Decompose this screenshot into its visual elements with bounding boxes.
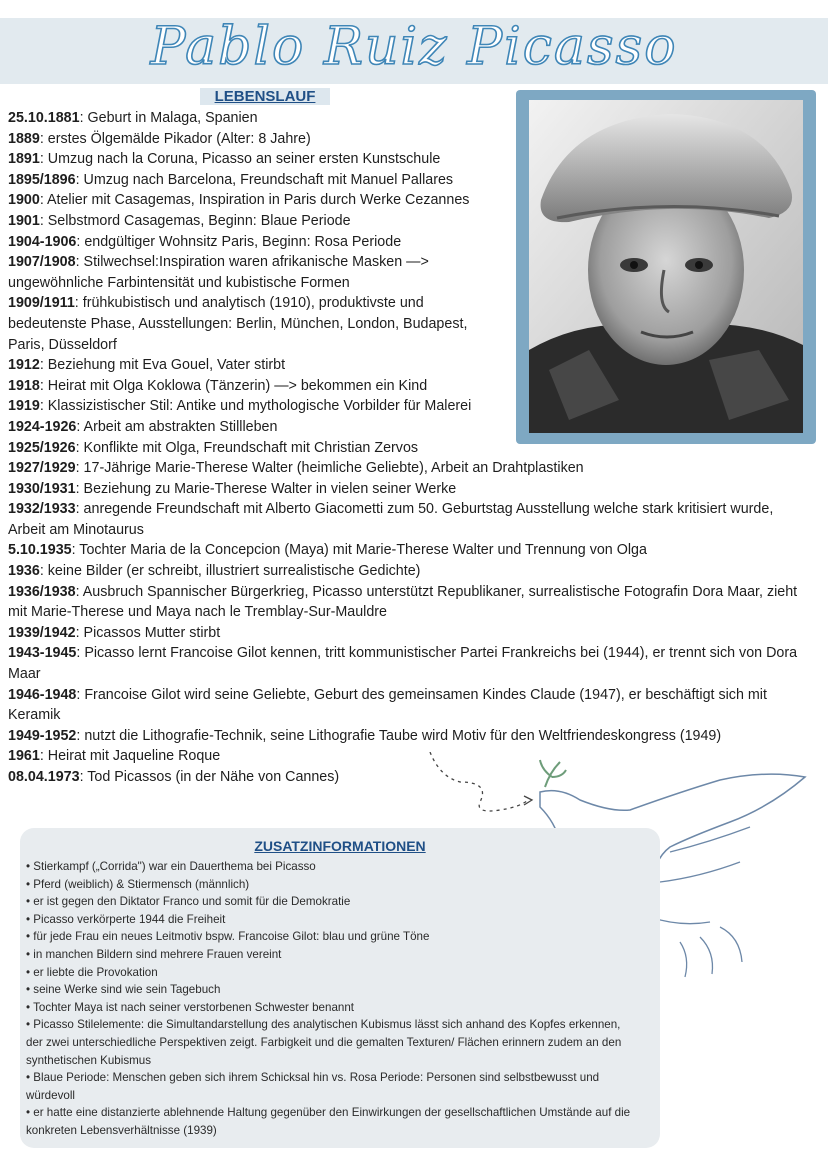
timeline-date: 1936	[8, 563, 40, 580]
zusatz-item: • er ist gegen den Diktator Franco und somit für die Demokratie	[26, 895, 351, 909]
timeline-date: 1907/1908	[8, 254, 76, 271]
timeline-entry	[8, 129, 503, 150]
timeline-text: : Selbstmord Casagemas, Beginn: Blaue Periode	[39, 212, 351, 229]
timeline-entry	[8, 252, 503, 293]
timeline-date: 25.10.1881	[8, 110, 80, 126]
zusatz-item: • Picasso Stilelemente: die Simultandarstellung des analytischen Kubismus lässt sich anhand des Kopfes erkennen, der zwei unterschiedliche Perspektiven zeigt. Farbigkeit und die gemalten Texturen/ Flächen erinnern zudem an den synthetischen Kubismus	[26, 1018, 622, 1067]
timeline-entry	[8, 685, 808, 726]
timeline-text: : Ausbruch Spannischer Bürgerkrieg, Picasso unterstützt Republikaner, surrealistische Fotografin Dora Maar, zieht mit Marie-Therese und Maya nach le Tremblay-Sur-Mauldre	[8, 583, 798, 621]
timeline-date: 1891	[8, 151, 40, 168]
timeline-date: 1889	[8, 130, 40, 147]
timeline-entry	[8, 190, 503, 211]
timeline-text: : Umzug nach la Coruna, Picasso an seiner ersten Kunstschule	[39, 151, 441, 168]
timeline-text: : keine Bilder (er schreibt, illustriert surrealistische Gedichte)	[39, 563, 421, 580]
timeline-date: 1943-1945	[8, 645, 77, 662]
timeline-date: 1925/1926	[8, 439, 76, 456]
timeline-entry	[8, 293, 503, 355]
timeline-date: 1946-1948	[8, 686, 77, 703]
timeline-entry	[8, 417, 503, 438]
page-title: Pablo Ruiz Picasso	[150, 17, 678, 77]
timeline-date: 1924-1926	[8, 418, 77, 435]
timeline-text: : erstes Ölgemälde Pikador (Alter: 8 Jahre)	[39, 130, 311, 147]
timeline-date: 1927/1929	[8, 460, 76, 477]
timeline-entry	[8, 149, 503, 170]
timeline-entry	[8, 108, 503, 129]
timeline-entry	[8, 355, 503, 376]
timeline-date: 1918	[8, 377, 40, 394]
timeline-date: 1932/1933	[8, 501, 76, 518]
timeline-entry	[8, 540, 808, 561]
timeline-date: 1901	[8, 212, 40, 229]
timeline-date: 1919	[8, 398, 40, 415]
portrait-frame	[516, 90, 816, 444]
timeline-entry	[8, 376, 503, 397]
zusatz-item: • in manchen Bildern sind mehrere Frauen vereint	[26, 947, 282, 961]
timeline-date: 1936/1938	[8, 583, 76, 600]
timeline-date: 1930/1931	[8, 480, 76, 497]
zusatz-item: • Picasso verkörperte 1944 die Freiheit	[26, 912, 226, 926]
zusatz-item: • Pferd (weiblich) & Stiermensch (männlich)	[26, 877, 250, 891]
timeline-entry	[8, 170, 503, 191]
timeline-text: : endgültiger Wohnsitz Paris, Beginn: Rosa Periode	[76, 233, 402, 250]
timeline-text: : Tochter Maria de la Concepcion (Maya) mit Marie-Therese Walter und Trennung von Olga	[71, 542, 647, 559]
timeline-entry	[8, 232, 503, 253]
timeline-text: : frühkubistisch und analytisch (1910), produktivste und bedeutenste Phase, Ausstellungen: Berlin, München, London, Budapest, Paris, Düsseldorf	[8, 295, 468, 353]
timeline-text: : Geburt in Malaga, Spanien	[79, 110, 258, 126]
timeline-text: : Picassos Mutter stirbt	[75, 624, 221, 641]
timeline-text: : Arbeit am abstrakten Stillleben	[76, 418, 278, 435]
portrait-illustration	[529, 100, 803, 433]
timeline-text: : Beziehung mit Eva Gouel, Vater stirbt	[39, 357, 286, 374]
timeline-text: : Atelier mit Casagemas, Inspiration in Paris durch Werke Cezannes	[39, 192, 470, 209]
zusatz-item: • für jede Frau ein neues Leitmotiv bspw. Francoise Gilot: blau und grüne Töne	[26, 930, 430, 944]
zusatz-item: • er hatte eine distanzierte ablehnende Haltung gegenüber den Einwirkungen der gesellschaftlichen Umstände auf die konkreten Lebensverhältnisse (1939)	[26, 1106, 631, 1137]
timeline-entry	[8, 643, 808, 684]
timeline-text: : Klassizistischer Stil: Antike und mythologische Vorbilder für Malerei	[39, 398, 472, 415]
timeline-date: 1904-1906	[8, 233, 77, 250]
lebenslauf-heading: LEBENSLAUF	[200, 88, 330, 105]
timeline-date: 1961	[8, 748, 40, 765]
timeline-text: : Stilwechsel:Inspiration waren afrikanische Masken —> ungewöhnliche Farbintensität und kubistische Formen	[8, 254, 429, 291]
timeline-text: : anregende Freundschaft mit Alberto Giacometti zum 50. Geburtstag Ausstellung welche stark kritisiert wurde, Arbeit am Minotaurus	[8, 501, 774, 538]
timeline-entry	[8, 479, 808, 500]
timeline-entry	[8, 623, 808, 644]
timeline-text: : Tod Picassos (in der Nähe von Cannes)	[79, 769, 340, 785]
timeline-text: : 17-Jährige Marie-Therese Walter (heimliche Geliebte), Arbeit an Drahtplastiken	[75, 460, 584, 477]
zusatz-item: • Blaue Periode: Menschen geben sich ihrem Schicksal hin vs. Rosa Periode: Personen sind selbstbewusst und würdevoll	[26, 1071, 600, 1102]
zusatz-item: • er liebte die Provokation	[26, 965, 158, 979]
timeline-text: : Heirat mit Olga Koklowa (Tänzerin) —> bekommen ein Kind	[39, 377, 428, 394]
zusatz-item: • Stierkampf („Corrida") war ein Dauerthema bei Picasso	[26, 860, 316, 873]
timeline-date: 08.04.1973	[8, 769, 80, 785]
timeline-date: 1939/1942	[8, 624, 76, 641]
timeline-text: : Umzug nach Barcelona, Freundschaft mit Manuel Pallares	[75, 171, 454, 188]
timeline-date: 1949-1952	[8, 727, 77, 744]
timeline-entry	[8, 582, 808, 623]
zusatz-list	[26, 858, 636, 1140]
timeline-text: : Beziehung zu Marie-Therese Walter in vielen seiner Werke	[75, 480, 457, 497]
zusatz-item: • seine Werke sind wie sein Tagebuch	[26, 983, 221, 997]
timeline-text: : Heirat mit Jaqueline Roque	[39, 748, 221, 765]
zusatz-heading: ZUSATZINFORMATIONEN	[254, 838, 426, 854]
timeline-entry	[8, 458, 808, 479]
timeline-entry	[8, 561, 808, 582]
timeline-entry	[8, 211, 503, 232]
zusatz-item: • Tochter Maya ist nach seiner verstorbenen Schwester benannt	[26, 1000, 355, 1014]
timeline-date: 1900	[8, 192, 40, 209]
timeline-text: : Francoise Gilot wird seine Geliebte, Geburt des gemeinsamen Kindes Claude (1947), er beschäftigt sich mit Keramik	[8, 686, 767, 724]
portrait-photo	[529, 100, 803, 433]
timeline-entry	[8, 499, 808, 540]
timeline-entry	[8, 726, 808, 747]
timeline-entry	[8, 396, 503, 417]
timeline-text: : Konflikte mit Olga, Freundschaft mit Christian Zervos	[75, 439, 419, 456]
timeline-date: 5.10.1935	[8, 542, 72, 559]
timeline-date: 1895/1896	[8, 171, 76, 188]
timeline-text: : nutzt die Lithografie-Technik, seine Lithografie Taube wird Motiv für den Weltfriendeskongress (1949)	[76, 727, 722, 744]
timeline-date: 1909/1911	[8, 295, 75, 312]
timeline-text: : Picasso lernt Francoise Gilot kennen, tritt kommunistischer Partei Frankreichs bei (1944), er trennt sich von Dora Maar	[8, 645, 798, 683]
timeline-date: 1912	[8, 357, 40, 374]
